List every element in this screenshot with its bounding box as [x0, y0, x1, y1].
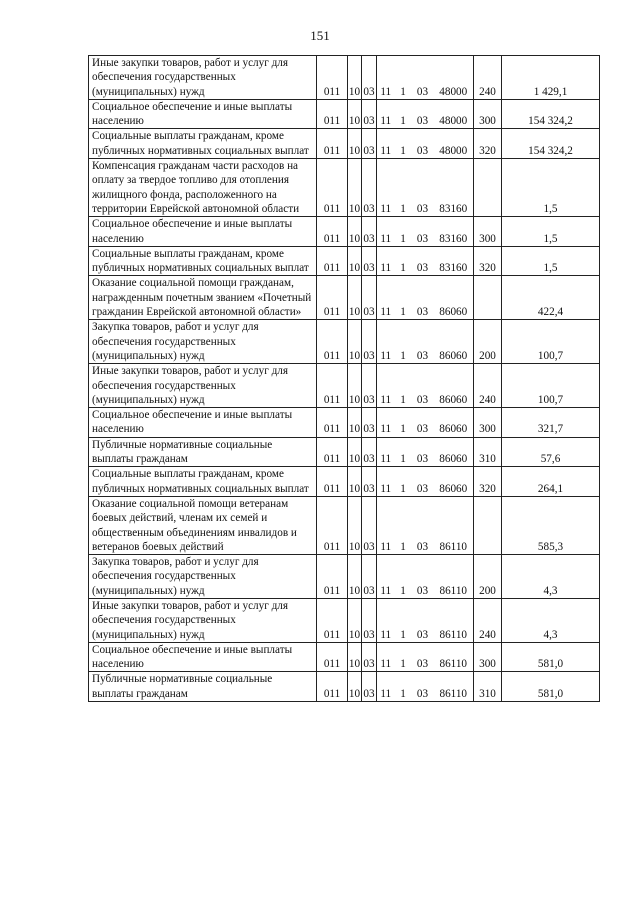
cell-main-event: 03: [412, 364, 434, 408]
table-row: [89, 129, 600, 159]
table-row: [89, 496, 600, 554]
cell-admin-code: 011: [317, 467, 348, 497]
cell-expense-type: [474, 276, 502, 320]
cell-direction: 83160: [434, 246, 474, 276]
cell-subsection: 03: [362, 496, 377, 554]
cell-admin-code: 011: [317, 642, 348, 672]
cell-item-name: Иные закупки товаров, работ и услуг для обеспечения государственных (муниципальных) нужд: [89, 364, 317, 408]
cell-direction: 83160: [434, 159, 474, 217]
table-row: [89, 56, 600, 100]
cell-expense-type: 300: [474, 408, 502, 438]
cell-subsection: 03: [362, 364, 377, 408]
cell-subsection: 03: [362, 437, 377, 467]
cell-subsection: 03: [362, 276, 377, 320]
cell-section: 10: [348, 555, 362, 599]
cell-section: 10: [348, 320, 362, 364]
cell-section: 10: [348, 408, 362, 438]
cell-subprogram: 1: [395, 642, 412, 672]
cell-main-event: 03: [412, 408, 434, 438]
cell-direction: 86110: [434, 555, 474, 599]
cell-subprogram: 1: [395, 598, 412, 642]
cell-admin-code: 011: [317, 437, 348, 467]
cell-amount: 1,5: [502, 217, 600, 247]
cell-item-name: Публичные нормативные социальные выплаты гражданам: [89, 672, 317, 702]
cell-subprogram: 1: [395, 364, 412, 408]
page-number: 151: [310, 28, 330, 43]
table-row: [89, 555, 600, 599]
cell-program: 11: [377, 217, 395, 247]
cell-expense-type: 320: [474, 467, 502, 497]
cell-amount: 422,4: [502, 276, 600, 320]
cell-amount: 57,6: [502, 437, 600, 467]
cell-section: 10: [348, 246, 362, 276]
cell-program: 11: [377, 467, 395, 497]
cell-main-event: 03: [412, 555, 434, 599]
cell-item-name: Социальные выплаты гражданам, кроме публичных нормативных социальных выплат: [89, 129, 317, 159]
cell-program: 11: [377, 598, 395, 642]
cell-program: 11: [377, 246, 395, 276]
cell-expense-type: 240: [474, 56, 502, 100]
cell-subsection: 03: [362, 467, 377, 497]
cell-amount: 100,7: [502, 320, 600, 364]
cell-subsection: 03: [362, 598, 377, 642]
cell-main-event: 03: [412, 159, 434, 217]
cell-program: 11: [377, 276, 395, 320]
cell-direction: 86110: [434, 642, 474, 672]
cell-item-name: Закупка товаров, работ и услуг для обеспечения государственных (муниципальных) нужд: [89, 555, 317, 599]
table-row: [89, 320, 600, 364]
cell-item-name: Закупка товаров, работ и услуг для обеспечения государственных (муниципальных) нужд: [89, 320, 317, 364]
cell-admin-code: 011: [317, 672, 348, 702]
cell-amount: 1 429,1: [502, 56, 600, 100]
cell-main-event: 03: [412, 320, 434, 364]
cell-main-event: 03: [412, 496, 434, 554]
cell-direction: 48000: [434, 99, 474, 129]
cell-amount: 100,7: [502, 364, 600, 408]
cell-amount: 1,5: [502, 159, 600, 217]
cell-admin-code: 011: [317, 276, 348, 320]
cell-direction: 86060: [434, 437, 474, 467]
cell-subprogram: 1: [395, 320, 412, 364]
cell-section: 10: [348, 129, 362, 159]
cell-main-event: 03: [412, 467, 434, 497]
cell-amount: 154 324,2: [502, 129, 600, 159]
table-row: [89, 408, 600, 438]
cell-subsection: 03: [362, 159, 377, 217]
cell-direction: 86110: [434, 672, 474, 702]
cell-amount: 581,0: [502, 642, 600, 672]
cell-main-event: 03: [412, 276, 434, 320]
cell-item-name: Публичные нормативные социальные выплаты гражданам: [89, 437, 317, 467]
cell-expense-type: 320: [474, 129, 502, 159]
table-row: [89, 159, 600, 217]
cell-expense-type: 200: [474, 555, 502, 599]
cell-amount: 321,7: [502, 408, 600, 438]
cell-program: 11: [377, 99, 395, 129]
cell-program: 11: [377, 555, 395, 599]
cell-program: 11: [377, 159, 395, 217]
cell-item-name: Социальное обеспечение и иные выплаты населению: [89, 408, 317, 438]
cell-main-event: 03: [412, 642, 434, 672]
cell-main-event: 03: [412, 437, 434, 467]
cell-main-event: 03: [412, 217, 434, 247]
cell-section: 10: [348, 437, 362, 467]
cell-amount: 154 324,2: [502, 99, 600, 129]
cell-item-name: Социальное обеспечение и иные выплаты населению: [89, 217, 317, 247]
cell-section: 10: [348, 276, 362, 320]
cell-subsection: 03: [362, 320, 377, 364]
cell-direction: 48000: [434, 56, 474, 100]
cell-direction: 83160: [434, 217, 474, 247]
cell-program: 11: [377, 320, 395, 364]
cell-program: 11: [377, 437, 395, 467]
cell-direction: 86060: [434, 467, 474, 497]
cell-subsection: 03: [362, 672, 377, 702]
cell-expense-type: 240: [474, 598, 502, 642]
cell-admin-code: 011: [317, 555, 348, 599]
cell-amount: 1,5: [502, 246, 600, 276]
cell-subprogram: 1: [395, 217, 412, 247]
table-row: [89, 672, 600, 702]
table-row: [89, 437, 600, 467]
cell-section: 10: [348, 672, 362, 702]
cell-direction: 86110: [434, 598, 474, 642]
cell-amount: 4,3: [502, 555, 600, 599]
cell-item-name: Иные закупки товаров, работ и услуг для обеспечения государственных (муниципальных) нужд: [89, 598, 317, 642]
cell-item-name: Социальные выплаты гражданам, кроме публичных нормативных социальных выплат: [89, 246, 317, 276]
cell-admin-code: 011: [317, 129, 348, 159]
cell-subprogram: 1: [395, 672, 412, 702]
cell-subprogram: 1: [395, 437, 412, 467]
cell-admin-code: 011: [317, 364, 348, 408]
cell-subprogram: 1: [395, 555, 412, 599]
table-row: [89, 276, 600, 320]
cell-main-event: 03: [412, 129, 434, 159]
cell-section: 10: [348, 642, 362, 672]
cell-expense-type: 300: [474, 217, 502, 247]
table-row: [89, 467, 600, 497]
cell-admin-code: 011: [317, 217, 348, 247]
cell-amount: 585,3: [502, 496, 600, 554]
cell-subprogram: 1: [395, 129, 412, 159]
cell-subsection: 03: [362, 217, 377, 247]
cell-program: 11: [377, 642, 395, 672]
cell-program: 11: [377, 364, 395, 408]
cell-section: 10: [348, 56, 362, 100]
cell-program: 11: [377, 672, 395, 702]
cell-program: 11: [377, 56, 395, 100]
cell-item-name: Компенсация гражданам части расходов на оплату за твердое топливо для отопления жилищного фонда, расположенного на территории Еврейской автономной области: [89, 159, 317, 217]
cell-subsection: 03: [362, 129, 377, 159]
cell-direction: 48000: [434, 129, 474, 159]
cell-program: 11: [377, 129, 395, 159]
cell-subprogram: 1: [395, 159, 412, 217]
cell-subprogram: 1: [395, 246, 412, 276]
cell-expense-type: 300: [474, 99, 502, 129]
cell-subsection: 03: [362, 99, 377, 129]
cell-main-event: 03: [412, 672, 434, 702]
cell-item-name: Социальные выплаты гражданам, кроме публичных нормативных социальных выплат: [89, 467, 317, 497]
cell-admin-code: 011: [317, 246, 348, 276]
cell-main-event: 03: [412, 598, 434, 642]
cell-admin-code: 011: [317, 159, 348, 217]
cell-admin-code: 011: [317, 99, 348, 129]
budget-table: [88, 55, 600, 702]
cell-subsection: 03: [362, 408, 377, 438]
cell-direction: 86060: [434, 320, 474, 364]
cell-section: 10: [348, 217, 362, 247]
table-row: [89, 598, 600, 642]
cell-section: 10: [348, 99, 362, 129]
cell-item-name: Оказание социальной помощи гражданам, награжденным почетным званием «Почетный гражданин Еврейской автономной области»: [89, 276, 317, 320]
cell-subsection: 03: [362, 642, 377, 672]
cell-admin-code: 011: [317, 56, 348, 100]
table-row: [89, 364, 600, 408]
cell-amount: 581,0: [502, 672, 600, 702]
table-row: [89, 217, 600, 247]
table-row: [89, 246, 600, 276]
cell-subprogram: 1: [395, 56, 412, 100]
cell-subsection: 03: [362, 56, 377, 100]
cell-amount: 264,1: [502, 467, 600, 497]
cell-expense-type: 240: [474, 364, 502, 408]
cell-subprogram: 1: [395, 276, 412, 320]
cell-direction: 86060: [434, 276, 474, 320]
cell-item-name: Социальное обеспечение и иные выплаты населению: [89, 642, 317, 672]
cell-expense-type: [474, 159, 502, 217]
cell-subprogram: 1: [395, 99, 412, 129]
cell-admin-code: 011: [317, 320, 348, 364]
cell-expense-type: 310: [474, 437, 502, 467]
cell-section: 10: [348, 467, 362, 497]
cell-subprogram: 1: [395, 496, 412, 554]
cell-item-name: Оказание социальной помощи ветеранам боевых действий, членам их семей и общественным объединениям инвалидов и ветеранов боевых действий: [89, 496, 317, 554]
cell-expense-type: 310: [474, 672, 502, 702]
table-row: [89, 99, 600, 129]
cell-section: 10: [348, 159, 362, 217]
cell-subprogram: 1: [395, 467, 412, 497]
cell-section: 10: [348, 598, 362, 642]
cell-subsection: 03: [362, 555, 377, 599]
cell-expense-type: 300: [474, 642, 502, 672]
cell-direction: 86060: [434, 364, 474, 408]
cell-section: 10: [348, 364, 362, 408]
cell-main-event: 03: [412, 246, 434, 276]
cell-admin-code: 011: [317, 598, 348, 642]
cell-expense-type: 320: [474, 246, 502, 276]
cell-program: 11: [377, 408, 395, 438]
cell-subsection: 03: [362, 246, 377, 276]
cell-item-name: Социальное обеспечение и иные выплаты населению: [89, 99, 317, 129]
cell-section: 10: [348, 496, 362, 554]
cell-subprogram: 1: [395, 408, 412, 438]
cell-expense-type: [474, 496, 502, 554]
cell-admin-code: 011: [317, 408, 348, 438]
cell-main-event: 03: [412, 56, 434, 100]
cell-program: 11: [377, 496, 395, 554]
cell-direction: 86060: [434, 408, 474, 438]
cell-expense-type: 200: [474, 320, 502, 364]
cell-direction: 86110: [434, 496, 474, 554]
cell-main-event: 03: [412, 99, 434, 129]
cell-admin-code: 011: [317, 496, 348, 554]
table-row: [89, 642, 600, 672]
cell-amount: 4,3: [502, 598, 600, 642]
cell-item-name: Иные закупки товаров, работ и услуг для обеспечения государственных (муниципальных) нужд: [89, 56, 317, 100]
